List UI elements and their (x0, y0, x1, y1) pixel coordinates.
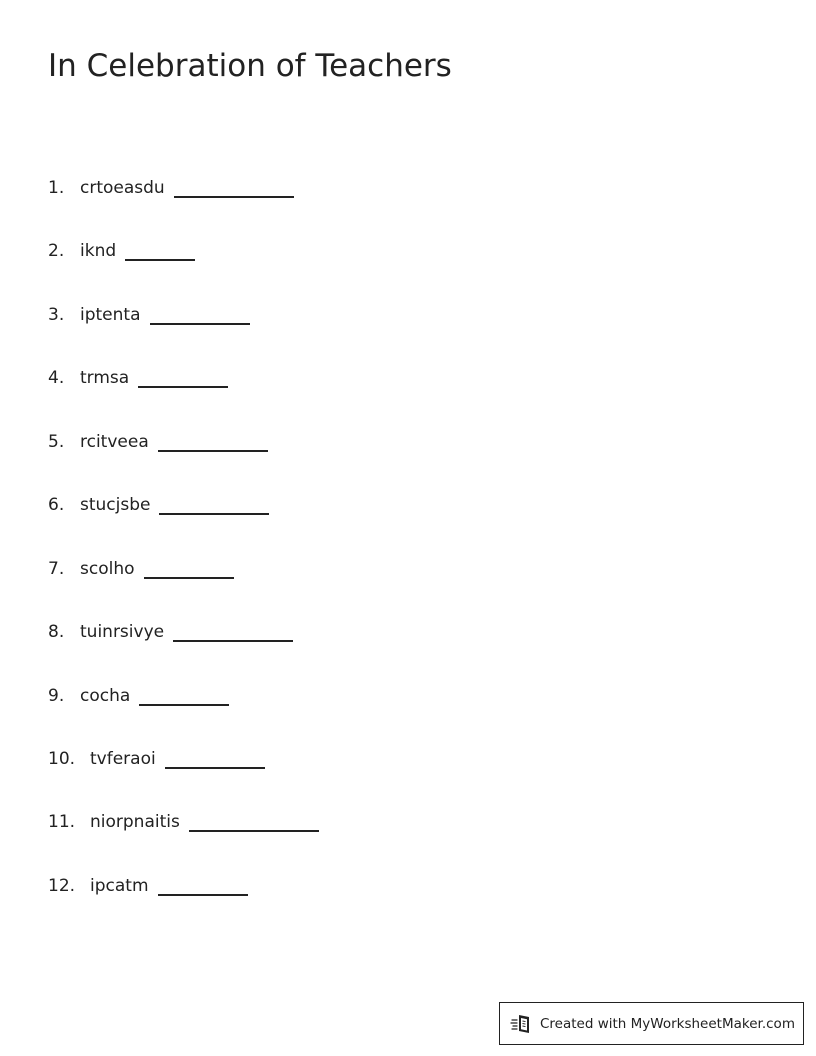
answer-blank[interactable] (150, 301, 250, 325)
answer-blank[interactable] (138, 364, 228, 388)
footer-label: Created with MyWorksheetMaker.com (540, 1015, 795, 1032)
scrambled-word: scolho (80, 558, 135, 579)
answer-blank[interactable] (158, 428, 268, 452)
item-number: 7. (48, 558, 65, 579)
item-number: 1. (48, 178, 65, 198)
scrambled-word: stucjsbe (80, 495, 151, 516)
page-title: In Celebration of Teachers (48, 48, 452, 84)
answer-blank[interactable] (173, 618, 293, 642)
answer-blank[interactable] (189, 808, 319, 832)
list-item (48, 491, 319, 554)
scrambled-word: iknd (80, 241, 117, 262)
scrambled-word: tvferaoi (90, 748, 156, 769)
list-item (48, 428, 319, 491)
scrambled-word: tuinrsivye (80, 622, 165, 643)
scrambled-word: crtoeasdu (80, 178, 165, 198)
answer-blank[interactable] (139, 682, 229, 706)
item-number: 9. (48, 685, 65, 706)
list-item (48, 555, 319, 618)
list-item (48, 808, 319, 871)
item-number: 2. (48, 241, 65, 262)
answer-blank[interactable] (144, 555, 234, 579)
scrambled-word: niorpnaitis (90, 812, 180, 833)
scrambled-word: rcitveea (80, 431, 149, 452)
list-item (48, 872, 319, 935)
list-item (48, 364, 319, 427)
answer-blank[interactable] (159, 491, 269, 515)
answer-blank[interactable] (174, 174, 294, 198)
word-list (48, 174, 319, 935)
answer-blank[interactable] (158, 872, 248, 896)
list-item (48, 174, 319, 237)
item-number: 5. (48, 431, 65, 452)
item-number: 10. (48, 748, 76, 769)
list-item (48, 301, 319, 364)
list-item (48, 618, 319, 681)
scrambled-word: trmsa (80, 368, 130, 389)
item-number: 3. (48, 304, 65, 325)
answer-blank[interactable] (165, 745, 265, 769)
scrambled-word: ipcatm (90, 875, 149, 896)
item-number: 4. (48, 368, 65, 389)
worksheet-maker-logo-icon (510, 1012, 534, 1036)
scrambled-word: cocha (80, 685, 131, 706)
item-number: 8. (48, 622, 65, 643)
list-item (48, 237, 319, 300)
footer-badge[interactable] (499, 1002, 804, 1045)
list-item (48, 682, 319, 745)
answer-blank[interactable] (125, 237, 195, 261)
item-number: 12. (48, 875, 76, 896)
item-number: 6. (48, 495, 65, 516)
list-item (48, 745, 319, 808)
item-number: 11. (48, 812, 76, 833)
scrambled-word: iptenta (80, 304, 141, 325)
